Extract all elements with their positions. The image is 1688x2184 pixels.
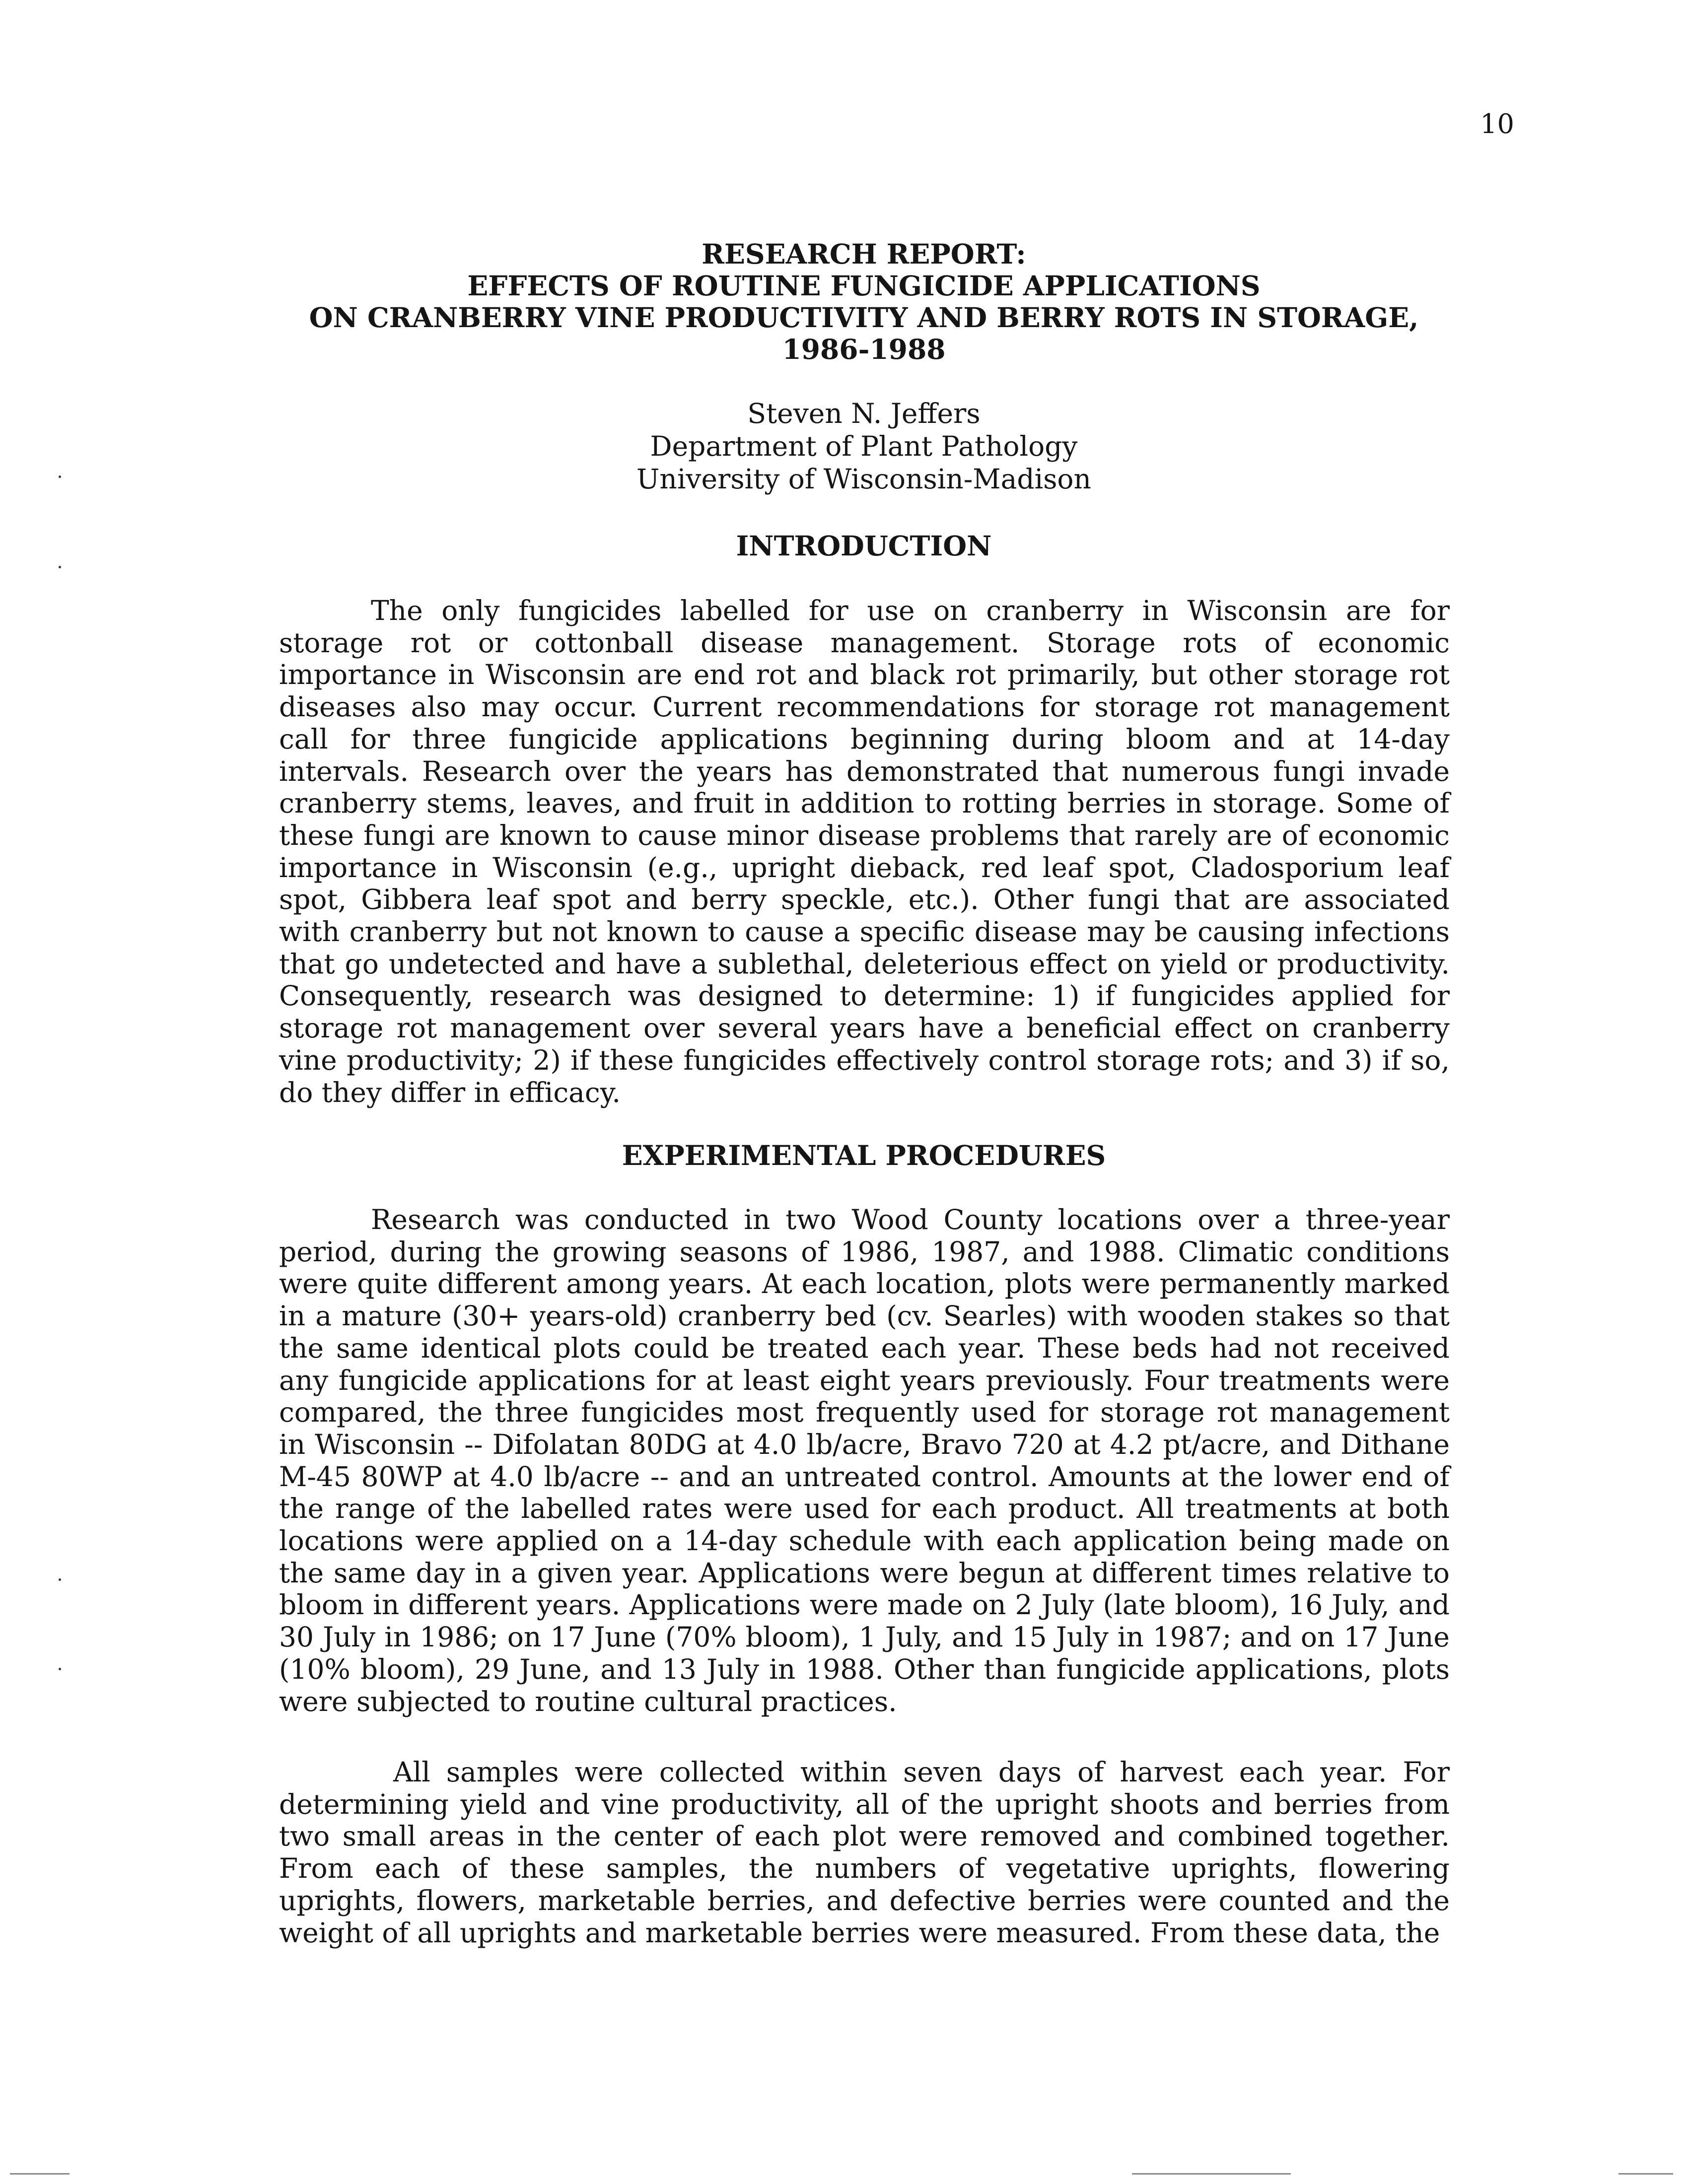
title-line-2: EFFECTS OF ROUTINE FUNGICIDE APPLICATIONS <box>467 270 1261 302</box>
introduction-paragraph: The only fungicides labelled for use on cranberry in Wisconsin are for storage rot or cottonball disease management. Storage rots of economic importance in Wisconsin are end rot and black rot primarily, but other storage rot diseases also may occur. Current recommendations for storage rot management call for three fungicide applications beginning during bloom and at 14-day intervals. Research over the years has demonstrated that numerous fungi invade cranberry stems, leaves, and fruit in addition to rotting berries in storage. Some of these fungi are known to cause minor disease problems that rarely are of economic importance in Wisconsin (e.g., upright dieback, red leaf spot, Cladosporium leaf spot, Gibbera leaf spot and berry speckle, etc.). Other fungi that are associated with cranberry but not known to cause a specific disease may be causing infections that go undetected and have a sublethal, deleterious effect on yield or productivity. Consequently, research was designed to determine: 1) if fungicides applied for storage rot management over several years have a beneficial effect on cranberry vine productivity; 2) if these fungicides effectively control storage rots; and 3) if so, do they differ in efficacy. <box>279 595 1450 1108</box>
scan-edge-mark <box>10 2173 70 2175</box>
scan-edge-mark <box>1618 2173 1673 2175</box>
margin-speck <box>59 1578 61 1581</box>
procedures-paragraph-1: Research was conducted in two Wood County locations over a three-year period, during the growing seasons of 1986, 1987, and 1988. Climatic conditions were quite different among years. At each location, plots were permanently marked in a mature (30+ years-old) cranberry bed (cv. Searles) with wooden stakes so that the same identical plots could be treated each year. These beds had not received any fungicide applications for at least eight years previously. Four treatments were compared, the three fungicides most frequently used for storage rot management in Wisconsin -- Difolatan 80DG at 4.0 lb/acre, Bravo 720 at 4.2 pt/acre, and Dithane M-45 80WP at 4.0 lb/acre -- and an untreated control. Amounts at the lower end of the range of the labelled rates were used for each product. All treatments at both locations were applied on a 14-day schedule with each application being made on the same day in a given year. Applications were begun at different times relative to bloom in different years. Applications were made on 2 July (late bloom), 16 July, and 30 July in 1986; on 17 June (70% bloom), 1 July, and 15 July in 1987; and on 17 June (10% bloom), 29 June, and 13 July in 1988. Other than fungicide applications, plots were subjected to routine cultural practices. <box>279 1204 1450 1717</box>
author-name: Steven N. Jeffers <box>747 398 981 429</box>
author-institution: University of Wisconsin-Madison <box>636 463 1091 495</box>
procedures-paragraph-2: All samples were collected within seven days of harvest each year. For determining yield and vine productivity, all of the upright shoots and berries from two small areas in the center of each plot were removed and combined together. From each of these samples, the numbers of vegetative uprights, flowering uprights, flowers, marketable berries, and defective berries were counted and the weight of all uprights and marketable berries were measured. From these data, the <box>279 1756 1450 1949</box>
experimental-procedures-heading: EXPERIMENTAL PROCEDURES <box>622 1139 1106 1171</box>
author-department: Department of Plant Pathology <box>650 430 1078 462</box>
page-number: 10 <box>1480 108 1514 139</box>
title-line-1: RESEARCH REPORT: <box>702 238 1026 270</box>
scan-edge-mark <box>1132 2173 1291 2175</box>
margin-speck <box>59 476 61 478</box>
title-line-3: ON CRANBERRY VINE PRODUCTIVITY AND BERRY ROTS IN STORAGE, <box>309 301 1419 334</box>
margin-speck <box>59 566 61 568</box>
introduction-heading: INTRODUCTION <box>736 530 992 562</box>
report-title <box>278 238 1450 365</box>
margin-speck <box>59 1668 61 1670</box>
title-line-4: 1986-1988 <box>782 333 946 365</box>
author-block <box>278 397 1450 495</box>
